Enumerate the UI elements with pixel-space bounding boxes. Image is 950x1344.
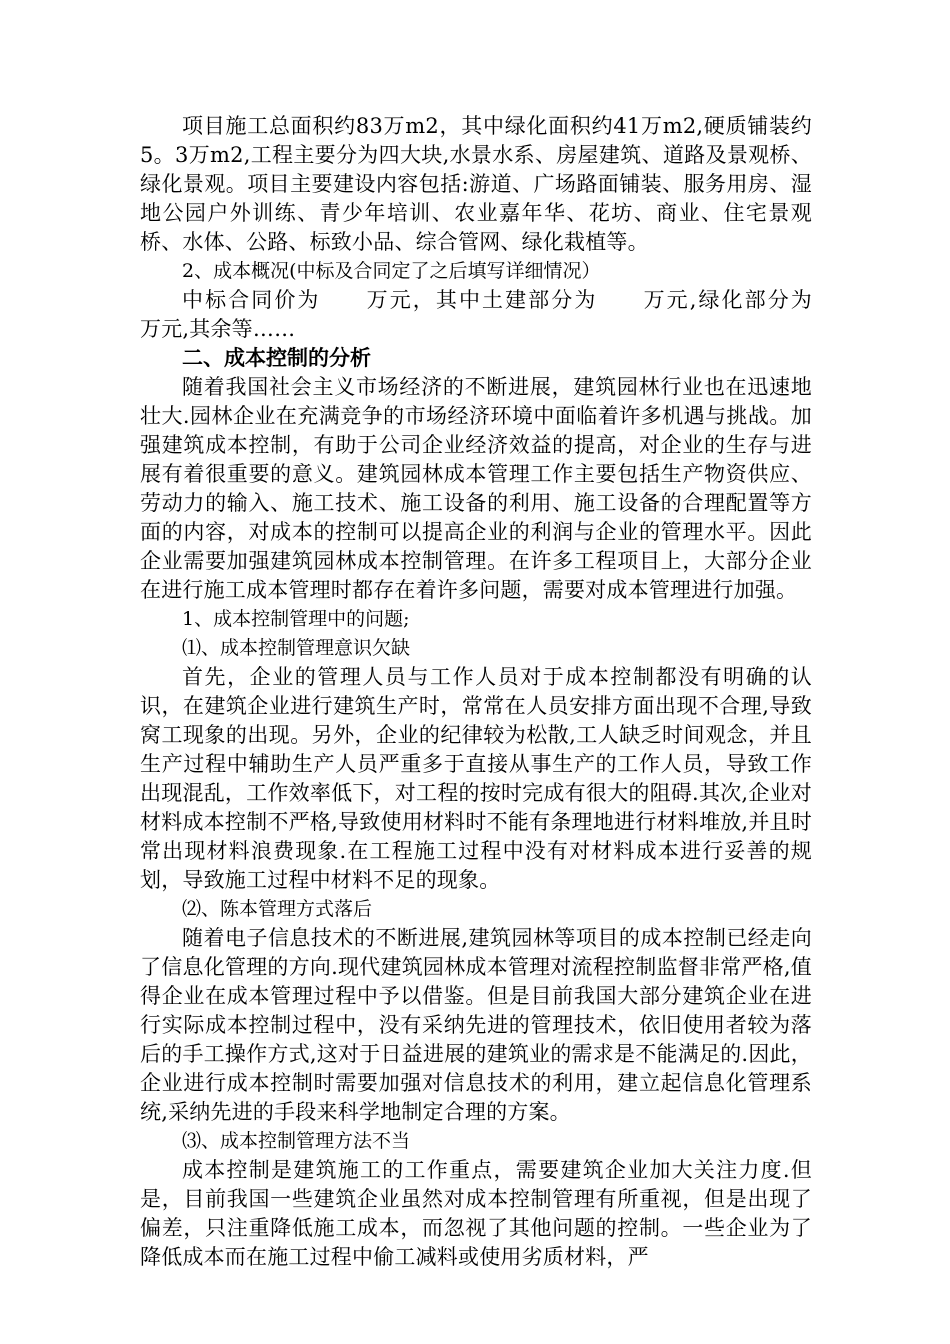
improper-method-paragraph: 成本控制是建筑施工的工作重点，需要建筑企业加大关注力度.但是，目前我国一些建筑企业虽然对成本控制管理有所重视，但是出现了偏差，只注重降低施工成本，而忽视了其他问题的控制。一些企业为了降低成本而在施工过程中偷工减料或使用劣质材料，严 (140, 1158, 812, 1269)
document-page (140, 112, 855, 1272)
cost-overview-subheading: 2、成本概况(中标及合同定了之后填写详细情况） (182, 260, 601, 282)
improper-method-subheading: ⑶、成本控制管理方法不当 (182, 1130, 411, 1152)
cost-analysis-heading: 二、成本控制的分析 (182, 346, 371, 370)
awareness-subheading: ⑴、成本控制管理意识欠缺 (182, 637, 411, 659)
cost-analysis-intro-paragraph: 随着我国社会主义市场经济的不断进展，建筑园林行业也在迅速地壮大.园林企业在充满竞争的市场经济环境中面临着许多机遇与挑战。加强建筑成本控制，有助于公司企业经济效益的提高，对企业的生存与进展有着很重要的意义。建筑园林成本管理工作主要包括生产物资供应、劳动力的输入、施工技术、施工设备的利用、施工设备的合理配置等方面的内容，对成本的控制可以提高企业的利润与企业的管理水平。因此企业需要加强建筑园林成本控制管理。在许多工程项目上，大部分企业在进行施工成本管理时都存在着许多问题，需要对成本管理进行加强。 (140, 375, 812, 602)
management-method-subheading: ⑵、陈本管理方式落后 (182, 898, 373, 920)
project-overview-paragraph: 项目施工总面积约83万m2，其中绿化面积约41万m2,硬质铺装约5。3万m2,工程主要分为四大块,水景水系、房屋建筑、道路及景观桥、绿化景观。项目主要建设内容包括:游道、广场路面铺装、服务用房、湿地公园户外训练、青少年培训、农业嘉年华、花坊、商业、住宅景观桥、水体、公路、标致小品、综合管网、绿化栽植等。 (140, 114, 812, 254)
contract-price-paragraph: 中标合同价为 万元，其中土建部分为 万元,绿化部分为 万元,其余等…… (140, 288, 855, 341)
management-method-paragraph: 随着电子信息技术的不断进展,建筑园林等项目的成本控制已经走向了信息化管理的方向.现代建筑园林成本管理对流程控制监督非常严格,值得企业在成本管理过程中予以借鉴。但是目前我国大部分建筑企业在进行实际成本控制过程中，没有采纳先进的管理技术，依旧使用者较为落后的手工操作方式,这对于日益进展的建筑业的需求是不能满足的.因此，企业进行成本控制时需要加强对信息技术的利用，建立起信息化管理系统,采纳先进的手段来科学地制定合理的方案。 (140, 926, 812, 1124)
cost-problems-subheading: 1、成本控制管理中的问题; (182, 608, 410, 630)
awareness-paragraph: 首先，企业的管理人员与工作人员对于成本控制都没有明确的认识，在建筑企业进行建筑生产时，常常在人员安排方面出现不合理,导致窝工现象的出现。另外，企业的纪律较为松散,工人缺乏时间观念，并且生产过程中辅助生产人员严重多于直接从事生产的工作人员，导致工作出现混乱，工作效率低下，对工程的按时完成有很大的阻碍.其次,企业对材料成本控制不严格,导致使用材料时不能有条理地进行材料堆放,并且时常出现材料浪费现象.在工程施工过程中没有对材料成本进行妥善的规划，导致施工过程中材料不足的现象。 (140, 665, 812, 892)
